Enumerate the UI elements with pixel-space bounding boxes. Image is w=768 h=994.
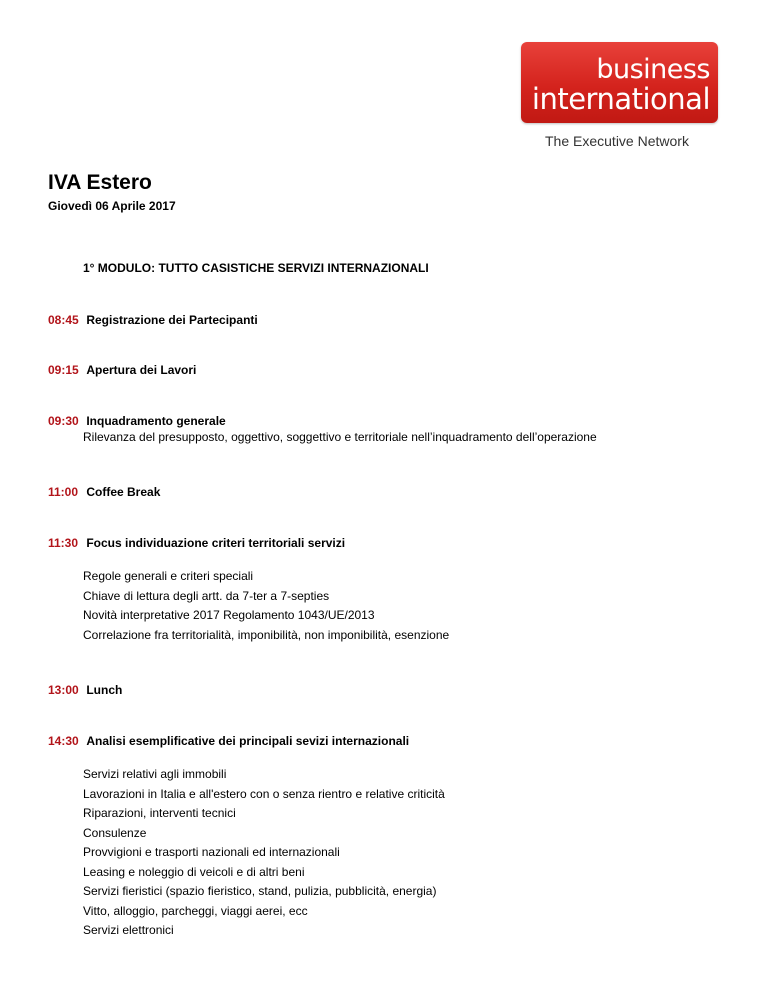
agenda-item-0930: [48, 414, 597, 448]
agenda-detail: Consulenze: [83, 825, 147, 840]
agenda-detail: Servizi elettronici: [83, 923, 174, 937]
agenda-time: 11:30: [48, 536, 79, 550]
logo-text-business: business: [596, 54, 710, 85]
agenda-detail: Chiave di lettura degli artt. da 7-ter a 7-septies: [83, 588, 330, 603]
agenda-detail: Provvigioni e trasporti nazionali ed internazionali: [83, 845, 340, 859]
agenda-time: 14:30: [48, 734, 79, 748]
agenda-time: 09:30: [48, 414, 79, 428]
agenda-title: Lunch: [86, 683, 123, 697]
agenda-detail: Novità interpretative 2017 Regolamento 1043/UE/2013: [83, 608, 375, 622]
agenda-detail: Riparazioni, interventi tecnici: [83, 806, 236, 820]
page-title: IVA Estero: [48, 171, 152, 194]
agenda-item-1300: [48, 683, 122, 697]
logo-tagline: The Executive Network: [545, 133, 689, 149]
agenda-item-0845: [48, 313, 258, 327]
agenda-detail: Rilevanza del presupposto, oggettivo, soggettivo e territoriale nell’inquadramento dell’operazione: [83, 430, 597, 444]
agenda-title: Focus individuazione criteri territoriali servizi: [86, 536, 346, 550]
logo-text-international: international: [531, 82, 710, 116]
agenda-detail: Lavorazioni in Italia e all'estero con o senza rientro e relative criticità: [83, 786, 445, 801]
agenda-time: 08:45: [48, 313, 79, 327]
agenda-detail: Regole generali e criteri speciali: [83, 569, 254, 583]
event-date: Giovedì 06 Aprile 2017: [48, 199, 176, 213]
agenda-title: Registrazione dei Partecipanti: [86, 313, 258, 327]
agenda-item-1130: [48, 536, 449, 645]
agenda-time: 09:15: [48, 363, 79, 377]
agenda-item-1100: [48, 485, 160, 499]
agenda-title: Coffee Break: [86, 485, 161, 499]
agenda-detail: Leasing e noleggio di veicoli e di altri beni: [83, 864, 305, 879]
agenda-time: 11:00: [48, 485, 79, 499]
agenda-detail: Correlazione fra territorialità, imponibilità, non imponibilità, esenzione: [83, 627, 450, 642]
agenda-time: 13:00: [48, 683, 79, 697]
agenda-detail: Servizi relativi agli immobili: [83, 767, 227, 781]
module-heading: 1° MODULO: TUTTO CASISTICHE SERVIZI INTERNAZIONALI: [83, 261, 429, 275]
agenda-item-0915: [48, 363, 196, 377]
business-international-logo: [521, 42, 718, 123]
agenda-title: Inquadramento generale: [86, 414, 226, 428]
agenda-item-1430: [48, 734, 445, 941]
agenda-detail: Servizi fieristici (spazio fieristico, stand, pulizia, pubblicità, energia): [83, 884, 437, 898]
agenda-detail: Vitto, alloggio, parcheggi, viaggi aerei, ecc: [83, 903, 308, 918]
agenda-title: Analisi esemplificative dei principali sevizi internazionali: [86, 734, 410, 748]
agenda-title: Apertura dei Lavori: [86, 363, 197, 377]
